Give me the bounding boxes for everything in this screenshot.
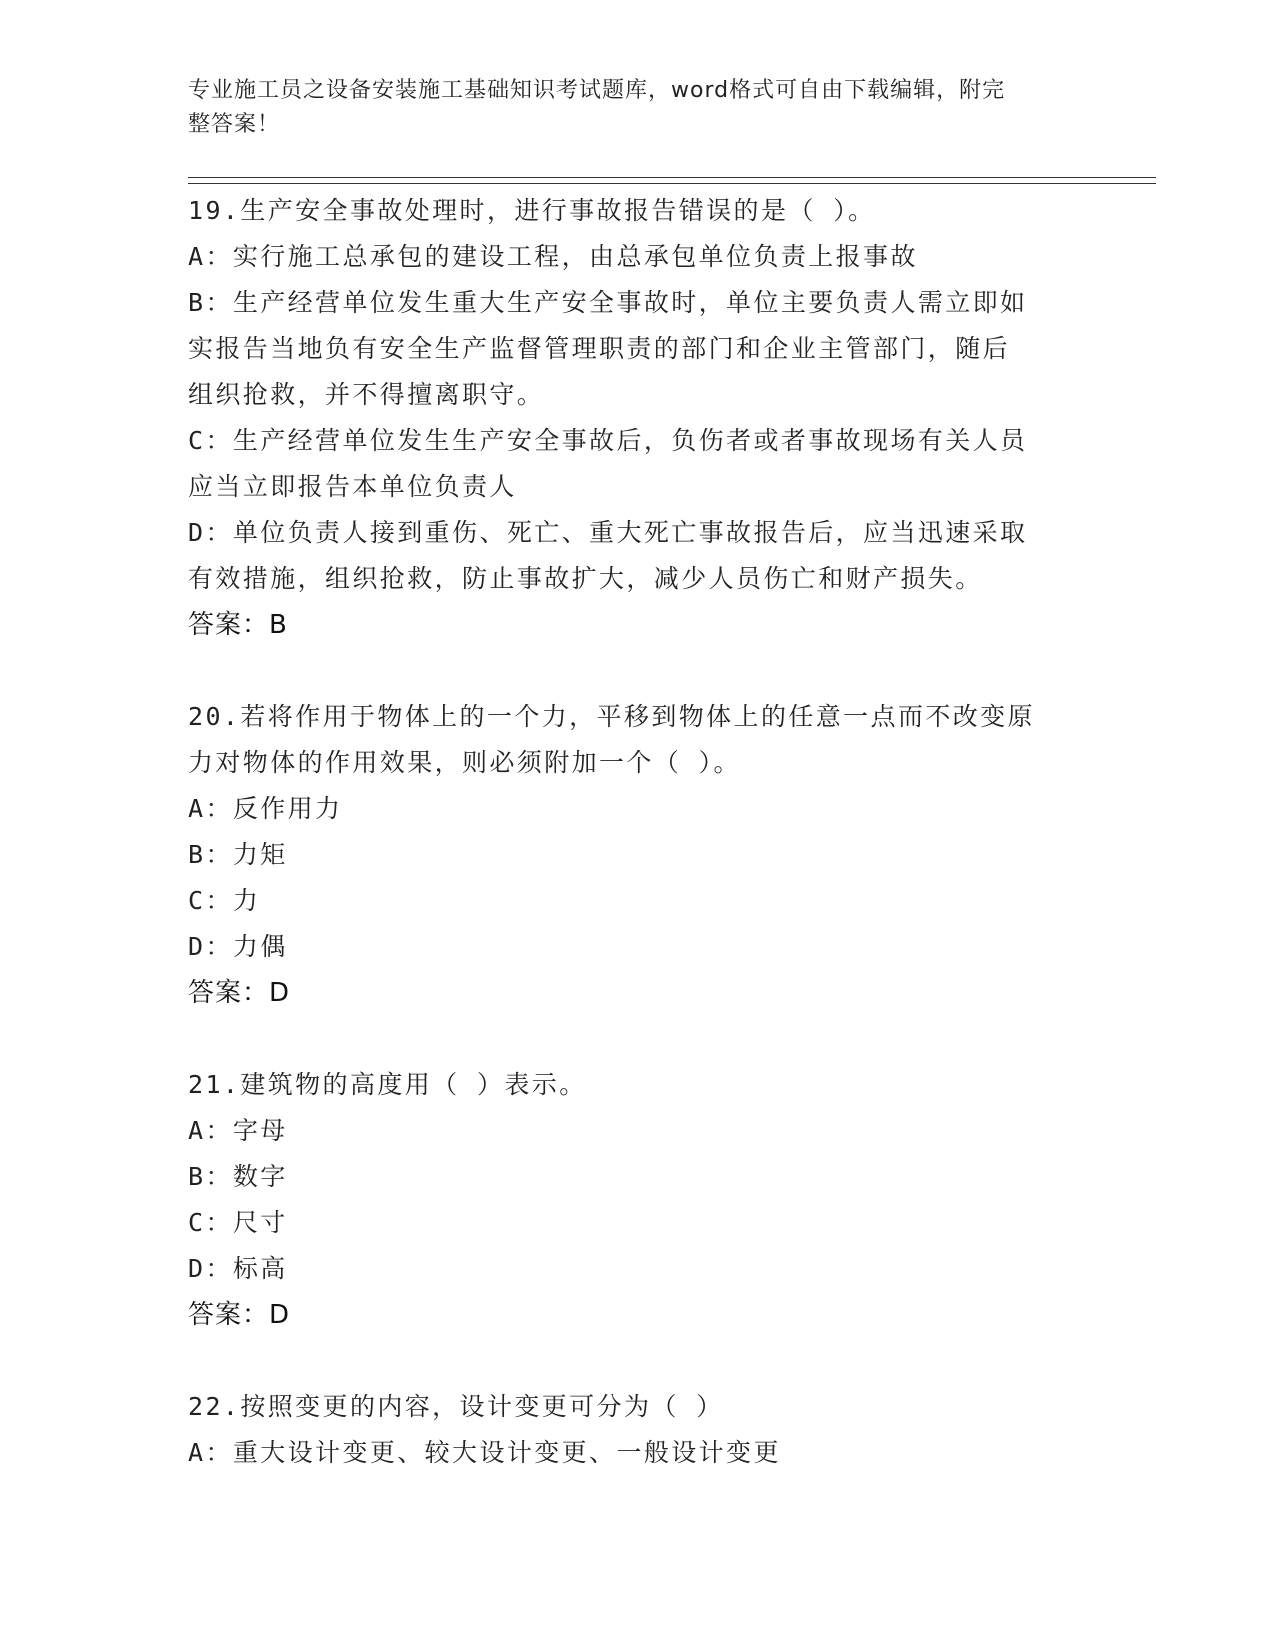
option-d: D：力偶 (188, 932, 288, 961)
option-d: D：标高 (188, 1254, 288, 1283)
option-b-line: 实报告当地负有安全生产监督管理职责的部门和企业主管部门，随后 (188, 334, 1011, 363)
option-c (188, 418, 1088, 510)
option-c-line: C：生产经营单位发生生产安全事故后，负伤者或者事故现场有关人员 (188, 426, 1028, 455)
option-c: C：尺寸 (188, 1208, 288, 1237)
question-list (188, 188, 1088, 1476)
option-b (188, 280, 1088, 418)
option-a: A：反作用力 (188, 794, 343, 823)
question-block (188, 1062, 1088, 1338)
answer-label: 答案：D (188, 1300, 291, 1330)
question-stem: 19.生产安全事故处理时，进行事故报告错误的是（ ）。 (188, 196, 876, 225)
header-divider-bottom (188, 183, 1156, 184)
question-stem: 力对物体的作用效果，则必须附加一个（ ）。 (188, 748, 741, 777)
option-a: A：字母 (188, 1116, 288, 1145)
option-b: B：力矩 (188, 840, 288, 869)
question-block (188, 188, 1088, 648)
option-d (188, 510, 1088, 602)
option-c: C：力 (188, 886, 261, 915)
question-stem: 21.建筑物的高度用（ ）表示。 (188, 1070, 587, 1099)
option-b: B：数字 (188, 1162, 288, 1191)
question-spacer (188, 1338, 1088, 1384)
header-line-2: 整答案！ (188, 112, 281, 137)
answer-label: 答案：D (188, 978, 291, 1008)
question-stem: 20.若将作用于物体上的一个力，平移到物体上的任意一点而不改变原 (188, 702, 1035, 731)
question-stem: 22.按照变更的内容，设计变更可分为（ ） (188, 1392, 724, 1421)
answer-label: 答案：B (188, 610, 288, 640)
option-b-line: 组织抢救，并不得擅离职守。 (188, 380, 545, 409)
header-line-1: 专业施工员之设备安装施工基础知识考试题库，word格式可自由下载编辑，附完 (188, 78, 1006, 103)
option-c-line: 应当立即报告本单位负责人 (188, 472, 517, 501)
option-a: A：实行施工总承包的建设工程，由总承包单位负责上报事故 (188, 242, 918, 271)
header-divider-top (188, 177, 1156, 178)
option-b-line: B：生产经营单位发生重大生产安全事故时，单位主要负责人需立即如 (188, 288, 1028, 317)
option-d-line: D：单位负责人接到重伤、死亡、重大死亡事故报告后，应当迅速采取 (188, 518, 1028, 547)
question-spacer (188, 648, 1088, 694)
document-header (188, 74, 1068, 142)
question-block (188, 1384, 1088, 1476)
option-d-line: 有效措施，组织抢救，防止事故扩大，减少人员伤亡和财产损失。 (188, 564, 983, 593)
question-spacer (188, 1016, 1088, 1062)
option-a: A：重大设计变更、较大设计变更、一般设计变更 (188, 1438, 781, 1467)
question-block (188, 694, 1088, 1016)
